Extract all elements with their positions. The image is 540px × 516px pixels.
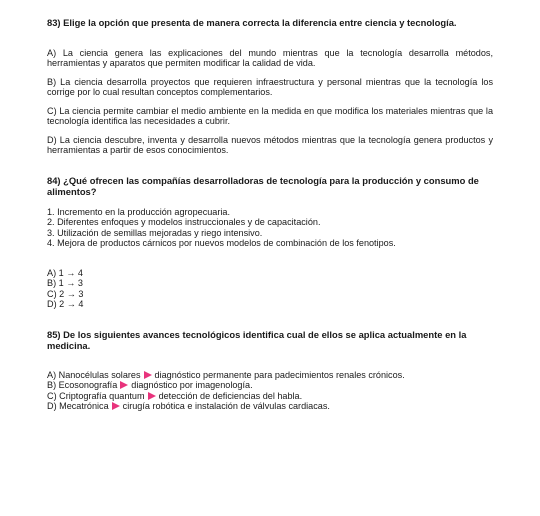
pink-triangle-arrow-icon: [144, 371, 152, 379]
question-84-option-a: A) 1 → 4: [47, 267, 83, 278]
option-application: detección de deficiencias del habla.: [158, 390, 303, 401]
question-84-options: [47, 268, 493, 310]
option-application: diagnóstico por imagenología.: [131, 380, 253, 390]
option-technology: C) Criptografía quantum: [47, 390, 145, 401]
pink-triangle-arrow-icon: [148, 392, 156, 400]
option-technology: A) Nanocélulas solares: [47, 369, 141, 380]
exam-page: [47, 17, 493, 412]
statement-item: 3. Utilización de semillas mejoradas y riego intensivo.: [47, 227, 263, 238]
question-84-statements: [47, 207, 493, 249]
question-84-option-d: D) 2 → 4: [47, 299, 84, 309]
option-technology: D) Mecatrónica: [47, 401, 109, 411]
option-application: cirugía robótica e instalación de válvulas cardiacas.: [122, 401, 330, 411]
question-85-options: [47, 370, 493, 412]
question-85-option-d: [47, 401, 493, 412]
question-83-option-c: C) La ciencia permite cambiar el medio ambiente en la medida en que modifica los materiales mientras que la tecnología identifica las necesidades a cubrir.: [47, 105, 493, 126]
statement-item: 1. Incremento en la producción agropecuaria.: [47, 206, 230, 217]
question-84-option-c: C) 2 → 3: [47, 288, 84, 299]
option-technology: B) Ecosonografía: [47, 380, 118, 390]
question-83-option-d: D) La ciencia descubre, inventa y desarrolla nuevos métodos mientras que la tecnología genera productos y herramientas a partir de esos conocimientos.: [47, 134, 493, 155]
question-83-title: 83) Elige la opción que presenta de manera correcta la diferencia entre ciencia y tecnología.: [47, 17, 457, 28]
question-83-option-a: A) La ciencia genera las explicaciones del mundo mientras que la tecnología desarrolla métodos, herramientas y aparatos que permiten modificar la calidad de vida.: [47, 47, 493, 68]
question-84-title: 84) ¿Qué ofrecen las compañías desarrolladoras de tecnología para la producción y consumo de alimentos?: [47, 174, 479, 197]
question-85-option-c: [47, 391, 493, 402]
statement-item: 2. Diferentes enfoques y modelos instruccionales y de capacitación.: [47, 217, 321, 227]
question-84-option-b: B) 1 → 3: [47, 278, 83, 288]
question-85-option-a: [47, 370, 493, 381]
question-85-option-b: [47, 380, 493, 391]
statement-item: 4. Mejora de productos cárnicos por nuevos modelos de combinación de los fenotipos.: [47, 238, 396, 248]
pink-triangle-arrow-icon: [112, 402, 120, 410]
pink-triangle-arrow-icon: [120, 381, 128, 389]
question-83-option-b: B) La ciencia desarrolla proyectos que requieren infraestructura y personal mientras que la tecnología los corrige por lo cual resultan conceptos complementarios.: [47, 76, 493, 97]
question-85-title: 85) De los siguientes avances tecnológicos identifica cual de ellos se aplica actualmente en la medicina.: [47, 328, 467, 351]
option-application: diagnóstico permanente para padecimientos renales crónicos.: [154, 369, 405, 380]
